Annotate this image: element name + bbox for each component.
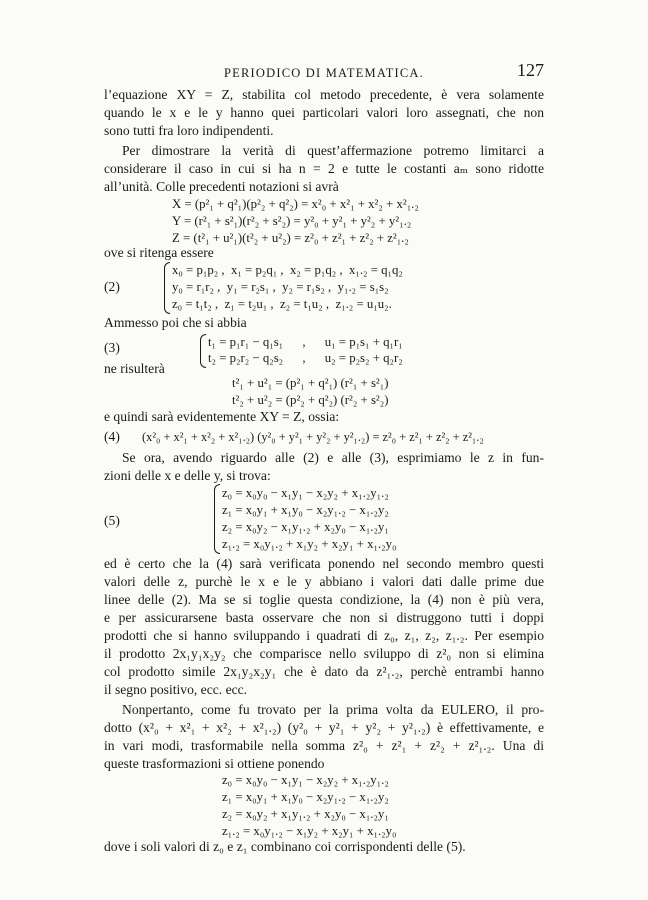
equation-line: (x²₀ + x²₁ + x²₂ + x²₁.₂) (y²₀ + y²₁ + y²₂ + y²₁.₂) = z²₀ + z²₁ + z²₂ + z²₁.₂ <box>142 430 484 444</box>
equation-line: Z = (t²₁ + u²₁)(t²₂ + u²₂) = z²₀ + z²₁ + z²₂ + z²₁.₂ <box>172 231 409 245</box>
text-line: dotto (x²₀ + x²₁ + x²₂ + x²₁.₂) (y²₀ + y²₁ + y²₂ + y²₁.₂) è effettivamente, e <box>104 720 544 735</box>
text-line: linee delle (2). Ma se si toglie questa condizione, la (4) non è più vera, <box>104 592 544 607</box>
equation-line: Y = (r²₁ + s²₁)(r²₂ + s²₂) = y²₀ + y²₁ + y²₂ + y²₁.₂ <box>172 214 412 228</box>
text-line: queste trasformazioni si ottiene ponendo <box>104 756 325 771</box>
equation-label: (3) <box>104 340 120 355</box>
equation-line: x₀ = p₁p₂ , x₁ = p₂q₁ , x₂ = p₁q₂ , x₁.₂ = q₁q₂ <box>172 263 403 277</box>
text-line: in vari modi, trasformabile nella somma z²₀ + z²₁ + z²₂ + z²₁.₂. Una di <box>104 738 544 753</box>
equation-line: z₁.₂ = x₀y₁.₂ + x₁y₂ + x₂y₁ + x₁.₂y₀ <box>222 537 397 551</box>
text-line: il segno positivo, ecc. ecc. <box>104 682 248 697</box>
text-line: valori delle z, purchè le x e le y abbiano i valori dati dalle prime due <box>104 574 544 589</box>
equation-line: t₂ = p₂r₂ − q₂s₂ , u₂ = p₂s₂ + q₂r₂ <box>208 351 403 365</box>
text-line: Ammesso poi che si abbia <box>104 315 247 330</box>
equation-line: z₂ = x₀y₂ − x₁y₁.₂ + x₂y₀ − x₁.₂y₁ <box>222 520 389 534</box>
equation-line: t²₂ + u²₂ = (p²₂ + q²₂) (r²₂ + s²₂) <box>232 393 389 407</box>
text-line: zioni delle x e delle y, si trova: <box>104 468 271 483</box>
equation-line: z₁ = x₀y₁ + x₁y₀ − x₂y₁.₂ − x₁.₂y₂ <box>222 790 389 804</box>
page-number: 127 <box>517 60 544 80</box>
text-line: ove si ritenga essere <box>104 245 214 260</box>
equation-line: z₂ = x₀y₂ + x₁y₁.₂ + x₂y₀ − x₁.₂y₁ <box>222 807 389 821</box>
text-line: considerare il caso in cui si ha n = 2 e tutte le costanti aₘ sono ridotte <box>104 161 544 176</box>
equation-line: t₁ = p₁r₁ − q₁s₁ , u₁ = p₁s₁ + q₁r₁ <box>208 335 403 349</box>
equation-line: X = (p²₁ + q²₁)(p²₂ + q²₂) = x²₀ + x²₁ + x²₂ + x²₁.₂ <box>172 197 419 211</box>
left-brace <box>164 262 170 314</box>
equation-line: z₁.₂ = x₀y₁.₂ − x₁y₂ + x₂y₁ + x₁.₂y₀ <box>222 824 397 838</box>
text-line: il prodotto 2x₁y₁x₂y₂ che comparisce nello sviluppo di z²₀ non si elimina <box>104 646 544 661</box>
text-line: Per dimostrare la verità di quest’affermazione potremo limitarci a <box>122 143 544 158</box>
text-line: Nonpertanto, come fu trovato per la prima volta da EULERO, il pro- <box>122 702 544 717</box>
equation-line: z₀ = t₁t₂ , z₁ = t₂u₁ , z₂ = t₁u₂ , z₁.₂ = u₁u₂. <box>172 297 392 311</box>
text-line: l’equazione XY = Z, stabilita col metodo precedente, è vera solamente <box>104 87 544 102</box>
equation-label: (2) <box>104 279 120 294</box>
left-brace <box>214 484 220 554</box>
text-line: prodotti che si hanno sviluppando i quadrati di z₀, z₁, z₂, z₁.₂. Per esempio <box>104 628 544 643</box>
text-line: Se ora, avendo riguardo alle (2) e alle (3), esprimiamo le z in fun- <box>122 450 544 465</box>
equation-label: (4) <box>104 429 120 444</box>
equation-line: z₁ = x₀y₁ + x₁y₀ − x₂y₁.₂ − x₁.₂y₂ <box>222 503 389 517</box>
text-line: dove i soli valori di z₀ e z₁ combinano coi corrispondenti delle (5). <box>104 839 466 854</box>
text-line: e quindi sarà evidentemente XY = Z, ossia: <box>104 409 340 424</box>
journal-title: PERIODICO DI MATEMATICA. <box>224 66 424 80</box>
text-line: sono tutti fra loro indipendenti. <box>104 123 274 138</box>
text-line: all’unità. Colle precedenti notazioni si avrà <box>104 179 339 194</box>
text-line: quando le x e le y hanno quei particolari valori loro assegnati, che non <box>104 105 544 120</box>
text-line: ed è certo che la (4) sarà verificata ponendo nel secondo membro questi <box>104 556 544 571</box>
equation-line: z₀ = x₀y₀ − x₁y₁ − x₂y₂ + x₁.₂y₁.₂ <box>222 773 389 787</box>
text-line: ne risulterà <box>104 361 165 376</box>
equation-line: y₀ = r₁r₂ , y₁ = r₂s₁ , y₂ = r₁s₂ , y₁.₂ = s₁s₂ <box>172 280 389 294</box>
text-line: col prodotto simile 2x₁y₂x₂y₁ che è dato da z²₁.₂, perchè entrambi hanno <box>104 664 544 679</box>
text-line: e per assicurarsene basta osservare che non si distruggono tutti i doppi <box>104 610 544 625</box>
equation-label: (5) <box>104 513 120 528</box>
page-header <box>0 60 648 84</box>
equation-line: z₀ = x₀y₀ − x₁y₁ − x₂y₂ + x₁.₂y₁.₂ <box>222 486 389 500</box>
equation-line: t²₁ + u²₁ = (p²₁ + q²₁) (r²₁ + s²₁) <box>232 376 389 390</box>
